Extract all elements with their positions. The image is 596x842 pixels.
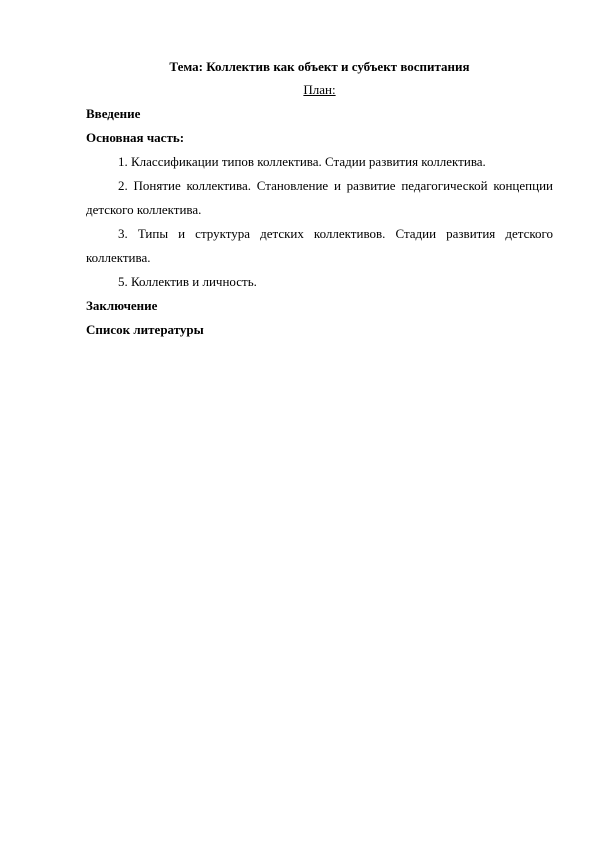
plan-label: План:: [303, 82, 336, 97]
heading-main-part: Основная часть:: [86, 130, 185, 145]
plan-item-2: 2. Понятие коллектива. Становление и развитие педагогической концепции детского коллектива.: [86, 178, 553, 217]
plan-item-5: 5. Коллектив и личность.: [118, 274, 257, 289]
heading-intro: Введение: [86, 106, 141, 121]
plan-item-1: 1. Классификации типов коллектива. Стадии развития коллектива.: [118, 154, 486, 169]
plan-item-3: 3. Типы и структура детских коллективов. Стадии развития детского коллектива.: [86, 226, 553, 265]
heading-references: Список литературы: [86, 322, 204, 337]
heading-conclusion: Заключение: [86, 298, 158, 313]
document-content: [86, 56, 553, 342]
document-title: Тема: Коллектив как объект и субъект воспитания: [169, 59, 470, 74]
